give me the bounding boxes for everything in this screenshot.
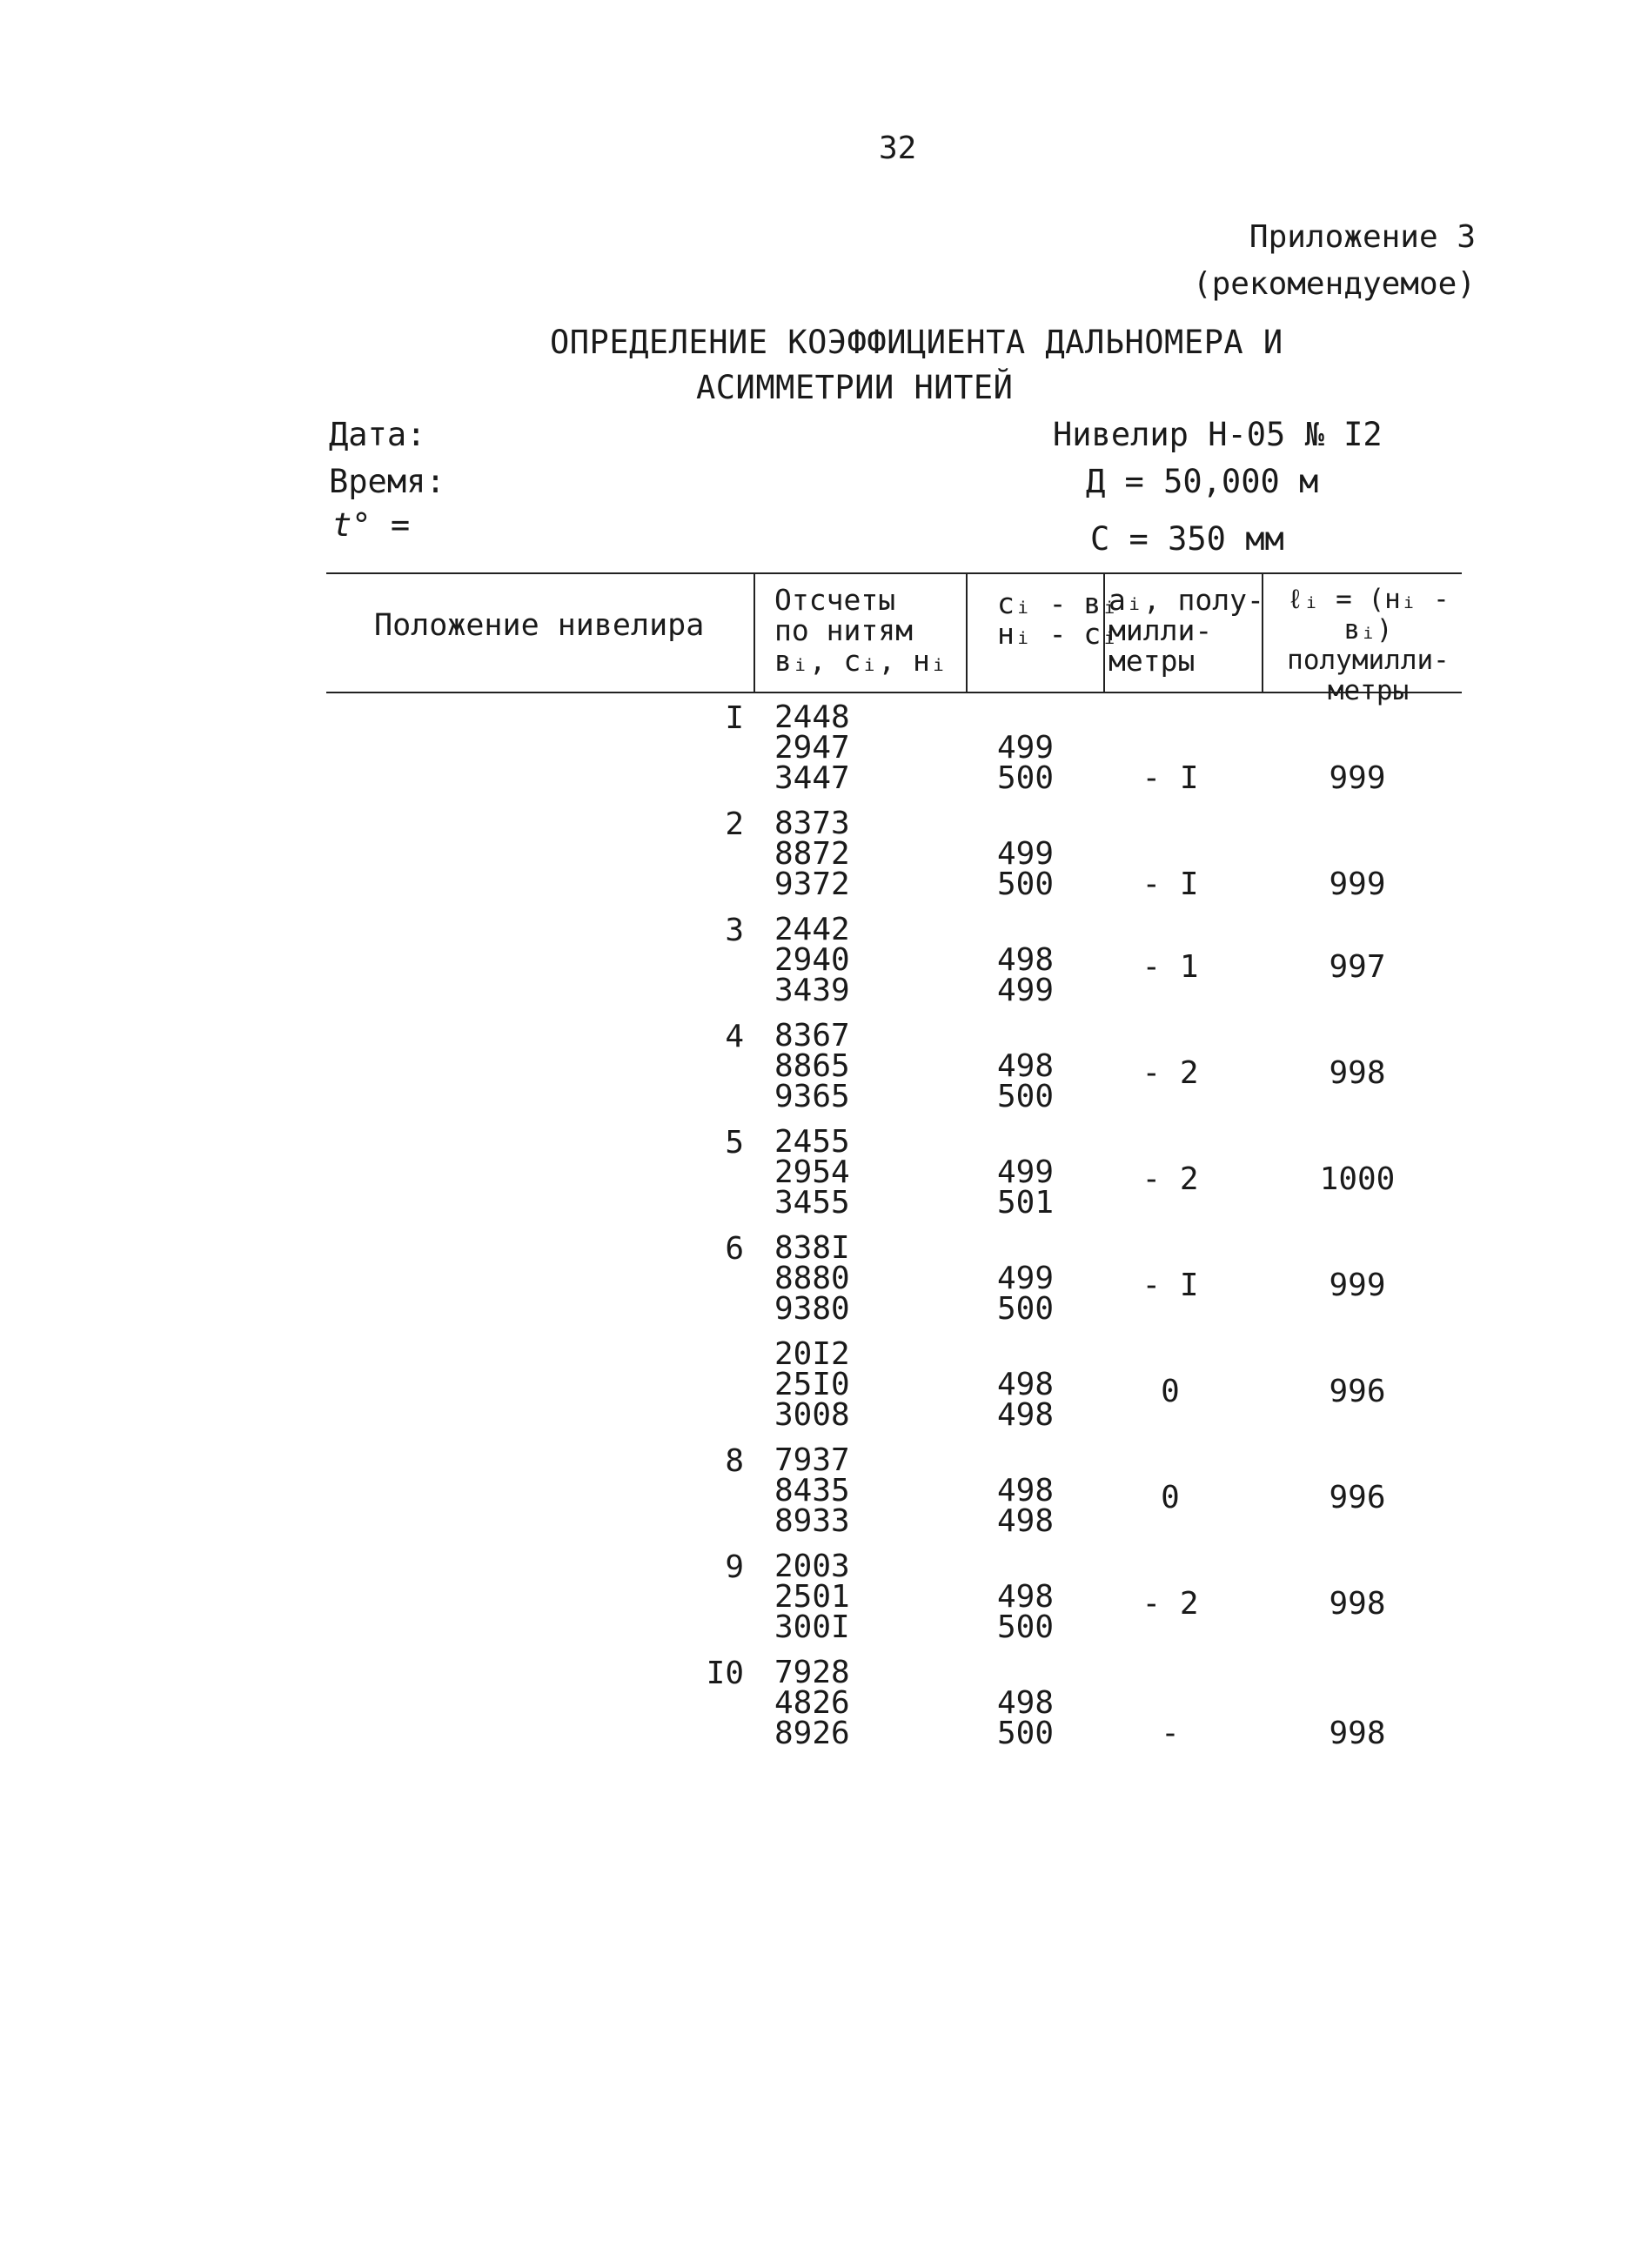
difference-value: 500 (997, 1609, 1055, 1645)
row-length: 1000 (1319, 1161, 1396, 1197)
time-label: Время: (329, 463, 445, 500)
row-length: 998 (1329, 1055, 1386, 1091)
header-readings-line: вᵢ, сᵢ, нᵢ (774, 644, 948, 678)
header-readings (774, 585, 948, 676)
reading-value: 9380 (774, 1291, 850, 1327)
instrument-label: Нивелир Н-05 № I2 (1053, 416, 1383, 453)
reading-value: 9365 (774, 1079, 850, 1114)
difference-value: 500 (997, 1291, 1055, 1327)
difference-value: 498 (997, 1685, 1055, 1721)
header-length (1270, 585, 1466, 706)
row-readings (774, 1020, 850, 1112)
header-length-line: метры (1327, 675, 1410, 706)
column-divider (966, 572, 968, 692)
header-differences (997, 588, 1118, 649)
reading-value: 3439 (774, 973, 850, 1008)
reading-value: 2954 (774, 1154, 850, 1190)
header-length-line: ℓᵢ = (нᵢ - вᵢ) (1287, 584, 1450, 646)
row-readings (774, 1657, 850, 1749)
row-readings (774, 1442, 850, 1539)
difference-value: 500 (997, 760, 1055, 796)
row-position-label: 5 (725, 1125, 744, 1161)
row-asymmetry: - 1 (1142, 949, 1199, 985)
reading-value: 3455 (774, 1185, 850, 1221)
difference-value: 500 (997, 866, 1055, 902)
row-asymmetry: - I (1142, 760, 1199, 796)
row-readings (774, 1230, 850, 1327)
row-asymmetry: - (1161, 1716, 1180, 1751)
reading-value: 2442 (774, 912, 850, 947)
reading-value: 2947 (774, 730, 850, 766)
row-length: 996 (1329, 1480, 1386, 1515)
row-asymmetry: - 2 (1142, 1586, 1199, 1622)
row-asymmetry: - I (1142, 866, 1199, 902)
row-length: 999 (1329, 760, 1386, 796)
row-differences (997, 1261, 1055, 1327)
header-asymmetry-line: милли- (1109, 613, 1213, 647)
header-position: Положение нивелира (374, 608, 705, 643)
difference-value: 499 (997, 1154, 1055, 1190)
row-asymmetry: - 2 (1142, 1055, 1199, 1091)
row-position-label: 8 (725, 1443, 744, 1479)
date-label: Дата: (329, 416, 426, 453)
reading-value: 2501 (774, 1579, 850, 1615)
difference-value: 500 (997, 1716, 1055, 1751)
difference-value: 499 (997, 1261, 1055, 1296)
row-readings (774, 1549, 850, 1645)
row-readings (774, 1336, 850, 1433)
appendix-note: (рекомендуемое) (1192, 266, 1476, 302)
row-differences (997, 1579, 1055, 1645)
row-position-label: I0 (706, 1656, 744, 1691)
row-differences (997, 1048, 1055, 1114)
difference-value: 500 (997, 1079, 1055, 1114)
reading-value: 2003 (774, 1549, 850, 1584)
difference-value: 499 (997, 836, 1055, 872)
reading-value: 8880 (774, 1261, 850, 1296)
row-asymmetry: 0 (1161, 1374, 1180, 1409)
distance-label: Д = 50,000 м (1086, 463, 1319, 500)
reading-value: 8367 (774, 1018, 850, 1054)
reading-value: 3447 (774, 760, 850, 796)
row-length: 997 (1329, 949, 1386, 985)
reading-value: 7928 (774, 1655, 850, 1690)
reading-value: 2455 (774, 1124, 850, 1160)
header-readings-line: Отсчеты (774, 583, 896, 617)
header-readings-line: по нитям (774, 613, 913, 647)
row-length: 998 (1329, 1716, 1386, 1751)
reading-value: 838I (774, 1230, 850, 1266)
row-length: 996 (1329, 1374, 1386, 1409)
difference-value: 499 (997, 730, 1055, 766)
reading-value: 8373 (774, 806, 850, 841)
row-position-label: 4 (725, 1019, 744, 1054)
reading-value: 8933 (774, 1503, 850, 1539)
temperature-label: t° = (332, 506, 411, 544)
reading-value: 7937 (774, 1442, 850, 1478)
row-length: 999 (1329, 866, 1386, 902)
row-asymmetry: 0 (1161, 1480, 1180, 1515)
difference-value: 498 (997, 1397, 1055, 1433)
header-differences-line: нᵢ - сᵢ (997, 617, 1119, 651)
header-asymmetry (1109, 585, 1264, 676)
row-differences (997, 1154, 1055, 1221)
row-differences (997, 1473, 1055, 1539)
reading-value: 20I2 (774, 1336, 850, 1372)
difference-value: 499 (997, 973, 1055, 1008)
row-readings (774, 699, 850, 796)
reading-value: 8926 (774, 1716, 850, 1751)
document-title-continued: АСИММЕТРИИ НИТЕЙ (696, 369, 1014, 406)
row-differences (997, 836, 1055, 902)
reading-value: 8872 (774, 836, 850, 872)
row-position-label: 2 (725, 806, 744, 842)
difference-value: 498 (997, 1579, 1055, 1615)
appendix-label: Приложение 3 (1249, 219, 1476, 255)
reading-value: 8435 (774, 1473, 850, 1509)
reading-value: 25I0 (774, 1367, 850, 1402)
reading-value: 8865 (774, 1048, 850, 1084)
difference-value: 501 (997, 1185, 1055, 1221)
reading-value: 2448 (774, 699, 850, 735)
header-length-line: полумилли- (1287, 645, 1450, 676)
row-differences (997, 1367, 1055, 1433)
row-asymmetry: - I (1142, 1268, 1199, 1303)
row-asymmetry: - 2 (1142, 1161, 1199, 1197)
row-length: 998 (1329, 1586, 1386, 1622)
reading-value: 2940 (774, 942, 850, 978)
row-readings (774, 808, 850, 900)
table-top-rule (326, 572, 1462, 574)
difference-value: 498 (997, 942, 1055, 978)
row-differences (997, 942, 1055, 1008)
row-position-label: I (725, 700, 744, 736)
row-position-label: 6 (725, 1231, 744, 1267)
reading-value: 300I (774, 1609, 850, 1645)
row-position-label: 9 (725, 1549, 744, 1585)
row-readings (774, 1124, 850, 1221)
reading-value: 9372 (774, 866, 850, 902)
c-value-label: С = 350 мм (1090, 520, 1284, 558)
document-title: ОПРЕДЕЛЕНИЕ КОЭФФИЦИЕНТА ДАЛЬНОМЕРА И (550, 324, 1283, 361)
difference-value: 498 (997, 1048, 1055, 1084)
header-asymmetry-line: aᵢ, полу- (1109, 583, 1264, 617)
difference-value: 498 (997, 1367, 1055, 1402)
row-length: 999 (1329, 1268, 1386, 1303)
row-position-label: 3 (725, 913, 744, 948)
row-readings (774, 914, 850, 1006)
reading-value: 3008 (774, 1397, 850, 1433)
column-divider (754, 572, 755, 692)
header-asymmetry-line: метры (1109, 644, 1196, 678)
page-number: 32 (879, 130, 917, 166)
difference-value: 498 (997, 1503, 1055, 1539)
difference-value: 498 (997, 1473, 1055, 1509)
header-differences-line: сᵢ - вᵢ (997, 586, 1119, 620)
row-differences (997, 1685, 1055, 1751)
row-differences (997, 730, 1055, 796)
reading-value: 4826 (774, 1685, 850, 1721)
